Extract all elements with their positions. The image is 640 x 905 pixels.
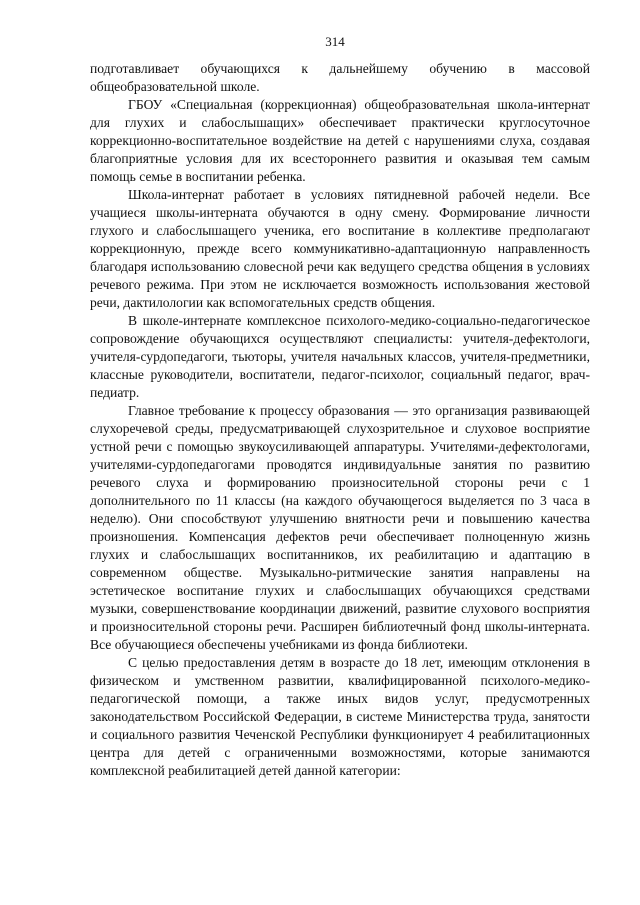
paragraph-5: Главное требование к процессу образования — это организация развивающей слухоречевой среды, предусматривающей слухозрительное и слуховое восприятие устной речи с помощью звукоусиливающей аппаратуры. Учителями-дефектологами, учителями-сурдопедагогами проводятся индивидуальные занятия по развитию речевого слуха и формированию произносительной стороны речи с 1 дополнительного по 11 классы (на каждого обучающегося выделяется по 3 часа в неделю). Они способствуют улучшению внятности речи и повышению качества произношения. Компенсация дефектов речи обеспечивает полноценную жизнь глухих и слабослышащих воспитанников, их реабилитацию и адаптацию в современном обществе. Музыкально-ритмические занятия направлены на эстетическое воспитание глухих и слабослышащих обучающихся средствами музыки, совершенствование координации движений, развитие слухового восприятия и произносительной стороны речи. Расширен библиотечный фонд школы-интерната. Все обучающиеся обеспечены учебниками из фонда библиотеки. xyxy=(90,403,590,652)
paragraph-3: Школа-интернат работает в условиях пятидневной рабочей недели. Все учащиеся школы-интерната обучаются в одну смену. Формирование личности глухого и слабослышащего ученика, его воспитание в коллективе предполагают коррекционную, прежде всего коммуникативно-адаптационную направленность благодаря использованию словесной речи как ведущего средства общения в условиях речевого режима. При этом не исключается возможность использования жестовой речи, дактилологии как вспомогательных средств общения. xyxy=(90,187,590,310)
paragraph-2: ГБОУ «Специальная (коррекционная) общеобразовательная школа-интернат для глухих и слабослышащих» обеспечивает практически круглосуточное коррекционно-воспитательное воздействие на детей с нарушениями слуха, создавая благоприятные условия для их всестороннего развития и оказывая тем самым помощь семье в воспитании ребенка. xyxy=(90,97,590,184)
document-page xyxy=(90,34,590,780)
paragraph-4: В школе-интернате комплексное психолого-медико-социально-педагогическое сопровождение обучающихся осуществляют специалисты: учителя-дефектологи, учителя-сурдопедагоги, тьюторы, учителя начальных классов, учителя-предметники, классные руководители, воспитатели, педагог-психолог, социальный педагог, врач-педиатр. xyxy=(90,313,590,400)
paragraph-6: С целью предоставления детям в возрасте до 18 лет, имеющим отклонения в физическом и умственном развитии, квалифицированной психолого-медико-педагогической помощи, а также иных видов услуг, предусмотренных законодательством Российской Федерации, в системе Министерства труда, занятости и социального развития Чеченской Республики функционирует 4 реабилитационных центра для детей с ограниченными возможностями, которые занимаются комплексной реабилитацией детей данной категории: xyxy=(90,655,590,778)
body-text xyxy=(90,60,590,780)
paragraph-1: подготавливает обучающихся к дальнейшему обучению в массовой общеобразовательной школе. xyxy=(90,61,590,94)
page-number: 314 xyxy=(325,34,345,49)
